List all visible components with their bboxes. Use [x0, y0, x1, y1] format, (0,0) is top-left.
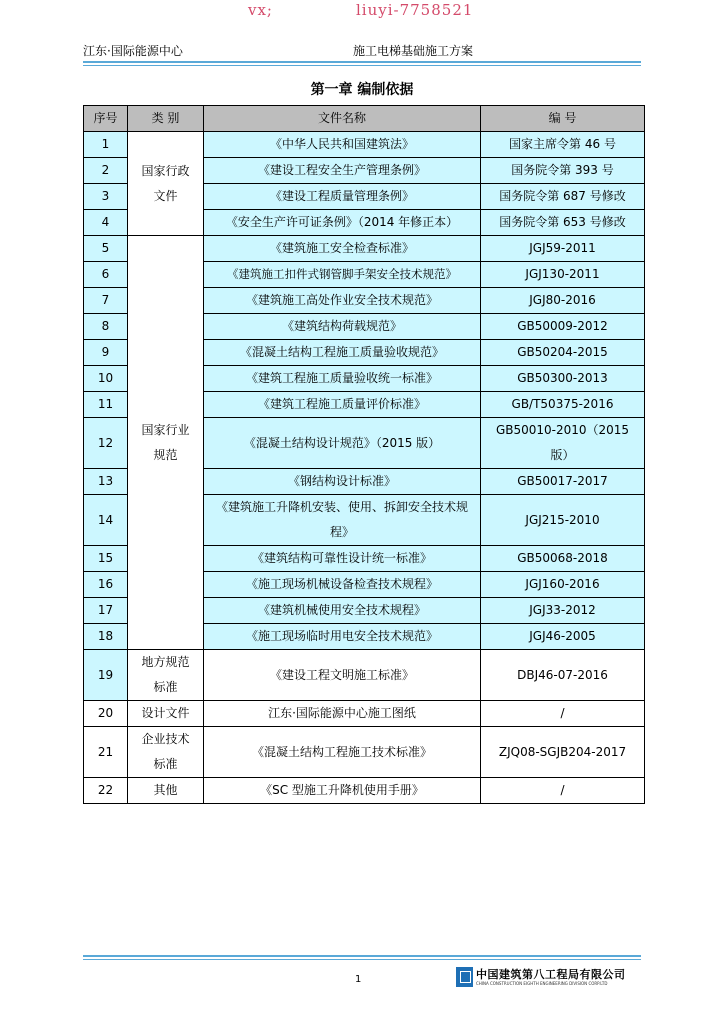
- footer-rule: [83, 955, 641, 957]
- row-code: 国务院令第 393 号: [481, 158, 645, 184]
- table-row: [84, 727, 645, 778]
- row-name: 《SC 型施工升降机使用手册》: [204, 778, 481, 804]
- row-no: 3: [84, 184, 128, 210]
- page-header: [83, 40, 641, 60]
- table-row: [84, 236, 645, 262]
- watermark-contact: liuyi-7758521: [356, 1, 474, 19]
- row-code: ZJQ08-SGJB204-2017: [481, 727, 645, 778]
- row-name: 《建设工程质量管理条例》: [204, 184, 481, 210]
- category-cell: 企业技术标准: [128, 727, 204, 778]
- row-name: 《建筑机械使用安全技术规程》: [204, 598, 481, 624]
- watermark: [0, 0, 724, 22]
- row-name: 《混凝土结构工程施工质量验收规范》: [204, 340, 481, 366]
- row-code: GB50068-2018: [481, 546, 645, 572]
- row-no: 6: [84, 262, 128, 288]
- table-row: [84, 650, 645, 701]
- header-no: 序号: [84, 106, 128, 132]
- row-code: GB50300-2013: [481, 366, 645, 392]
- row-no: 2: [84, 158, 128, 184]
- row-no: 18: [84, 624, 128, 650]
- company-name-cn: 中国建筑第八工程局有限公司: [476, 968, 626, 981]
- row-code: /: [481, 701, 645, 727]
- row-name: 《施工现场机械设备检查技术规程》: [204, 572, 481, 598]
- header-category: 类 别: [128, 106, 204, 132]
- row-code: GB50010-2010（2015 版）: [481, 418, 645, 469]
- row-name: 《安全生产许可证条例》（2014 年修正本）: [204, 210, 481, 236]
- row-name: 《施工现场临时用电安全技术规范》: [204, 624, 481, 650]
- row-no: 8: [84, 314, 128, 340]
- row-name: 《建筑施工扣件式钢管脚手架安全技术规范》: [204, 262, 481, 288]
- row-name: 《建筑施工升降机安装、使用、拆卸安全技术规程》: [204, 495, 481, 546]
- row-code: 国家主席令第 46 号: [481, 132, 645, 158]
- row-no: 13: [84, 469, 128, 495]
- cscec-logo-icon: [456, 967, 473, 987]
- row-no: 1: [84, 132, 128, 158]
- row-name: 《建筑结构可靠性设计统一标准》: [204, 546, 481, 572]
- table-row: [84, 778, 645, 804]
- watermark-prefix: vx;: [248, 1, 273, 19]
- row-no: 12: [84, 418, 128, 469]
- category-cell: 设计文件: [128, 701, 204, 727]
- row-name: 《建设工程安全生产管理条例》: [204, 158, 481, 184]
- row-no: 5: [84, 236, 128, 262]
- row-name: 《建筑施工高处作业安全技术规范》: [204, 288, 481, 314]
- header-document-name: 施工电梯基础施工方案: [353, 44, 474, 58]
- row-code: DBJ46-07-2016: [481, 650, 645, 701]
- row-name: 《建筑结构荷载规范》: [204, 314, 481, 340]
- row-code: JGJ215-2010: [481, 495, 645, 546]
- header-project-name: 江东·国际能源中心: [83, 44, 183, 58]
- header-rule-thin: [83, 65, 641, 66]
- row-code: GB50017-2017: [481, 469, 645, 495]
- row-name: 《建筑工程施工质量验收统一标准》: [204, 366, 481, 392]
- chapter-title: 第一章 编制依据: [310, 82, 414, 98]
- row-code: GB/T50375-2016: [481, 392, 645, 418]
- row-name: 《建筑工程施工质量评价标准》: [204, 392, 481, 418]
- row-no: 21: [84, 727, 128, 778]
- row-code: JGJ46-2005: [481, 624, 645, 650]
- row-name: 《混凝土结构设计规范》（2015 版）: [204, 418, 481, 469]
- row-no: 19: [84, 650, 128, 701]
- row-name: 《建筑施工安全检查标准》: [204, 236, 481, 262]
- row-code: GB50204-2015: [481, 340, 645, 366]
- row-no: 11: [84, 392, 128, 418]
- row-no: 17: [84, 598, 128, 624]
- row-no: 9: [84, 340, 128, 366]
- row-code: JGJ80-2016: [481, 288, 645, 314]
- row-no: 4: [84, 210, 128, 236]
- row-name: 江东·国际能源中心施工图纸: [204, 701, 481, 727]
- row-code: GB50009-2012: [481, 314, 645, 340]
- row-no: 10: [84, 366, 128, 392]
- header-doc-name: 文件名称: [204, 106, 481, 132]
- row-name: 《混凝土结构工程施工技术标准》: [204, 727, 481, 778]
- category-cell: 国家行政文件: [128, 132, 204, 236]
- basis-table: [83, 105, 645, 804]
- row-no: 22: [84, 778, 128, 804]
- footer-rule-thin: [83, 959, 641, 960]
- row-no: 16: [84, 572, 128, 598]
- row-code: 国务院令第 687 号修改: [481, 184, 645, 210]
- category-cell: 国家行业规范: [128, 236, 204, 650]
- row-code: 国务院令第 653 号修改: [481, 210, 645, 236]
- table-header-row: [84, 106, 645, 132]
- header-rule: [83, 61, 641, 63]
- header-code: 编 号: [481, 106, 645, 132]
- category-cell: 其他: [128, 778, 204, 804]
- row-no: 20: [84, 701, 128, 727]
- row-code: JGJ59-2011: [481, 236, 645, 262]
- row-no: 14: [84, 495, 128, 546]
- company-logo: [456, 967, 646, 989]
- row-code: JGJ160-2016: [481, 572, 645, 598]
- row-name: 《建设工程文明施工标准》: [204, 650, 481, 701]
- row-no: 15: [84, 546, 128, 572]
- table-row: [84, 701, 645, 727]
- company-name-en: CHINA CONSTRUCTION EIGHTH ENGINEERING DIVISION CORP.LTD: [476, 981, 608, 986]
- row-name: 《中华人民共和国建筑法》: [204, 132, 481, 158]
- category-cell: 地方规范标准: [128, 650, 204, 701]
- row-name: 《钢结构设计标准》: [204, 469, 481, 495]
- row-code: /: [481, 778, 645, 804]
- row-code: JGJ130-2011: [481, 262, 645, 288]
- page-number: 1: [355, 974, 362, 985]
- table-row: [84, 132, 645, 158]
- row-no: 7: [84, 288, 128, 314]
- row-code: JGJ33-2012: [481, 598, 645, 624]
